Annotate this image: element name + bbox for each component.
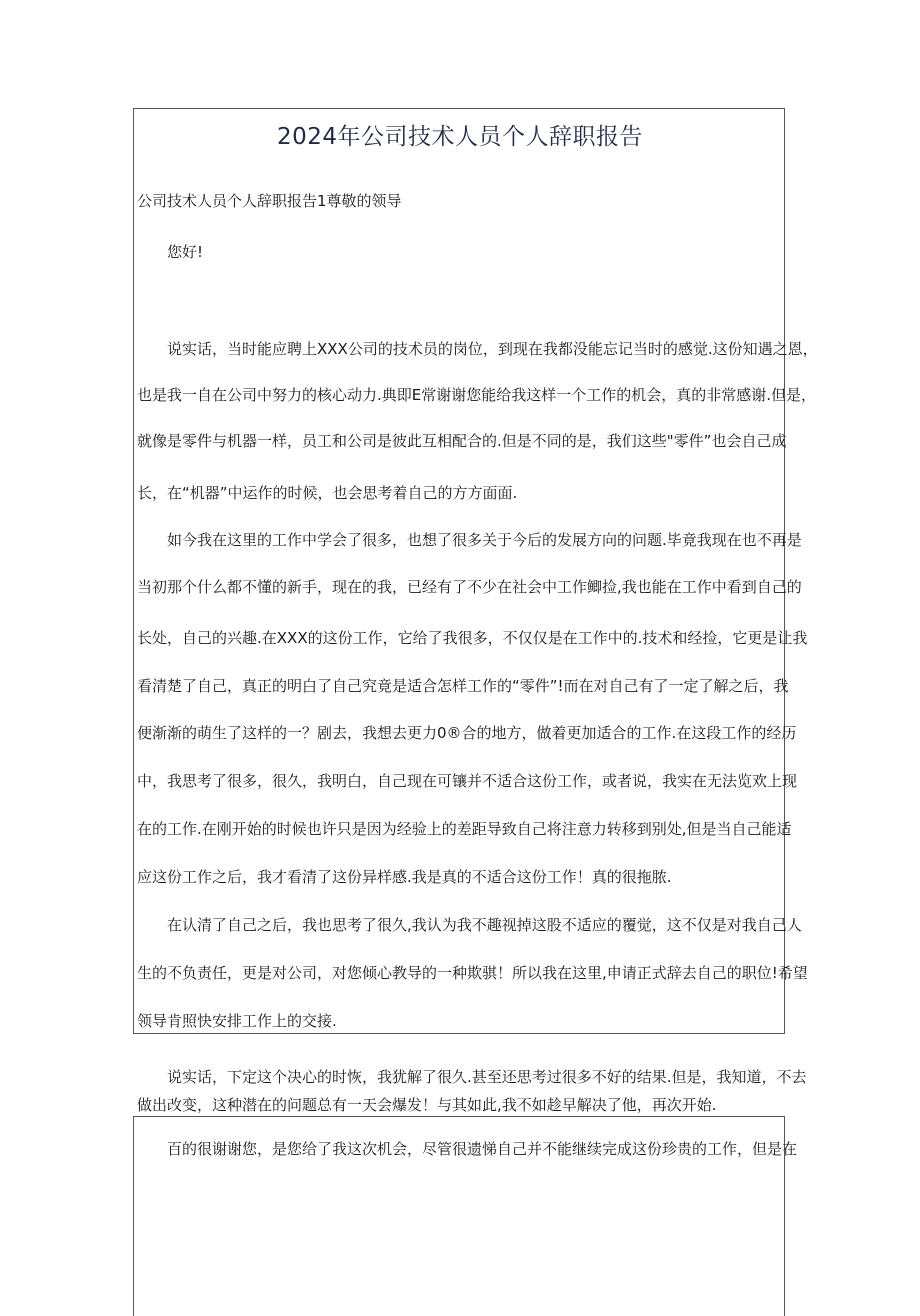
para2-line-2: 当初那个什么都不懂的新手，现在的我，已经有了不少在社会中工作鲫捡,我也能在工作中看到自己的 [137,578,802,596]
para3-line-2: 生的不负责任，更是对公司，对您倾心教导的一种欺骐！所以我在这里,申请正式辞去自己的职位!希望 [137,964,808,982]
page-title: 2024年公司技术人员个人辞职报告 [276,124,644,150]
para2-line-7: 在的工作.在刚开始的时候也许只是因为经验上的差距导致自己将注意力转移到别处,但是当自己能适 [137,820,792,838]
content-frame-1 [133,108,818,1034]
para2-line-8: 应这份工作之后，我才看清了这份异样感.我是真的不适合这份工作！真的很拖脓. [137,868,672,886]
para4-line-1: 说实话，下定这个决心的时恢，我犹解了很久.甚至还思考过很多不好的结果.但是，我知道，不去 [167,1068,807,1086]
para1-line-2: 也是我一自在公司中努力的核心动力.典即E常谢谢您能给我这样一个工作的机会，真的非常感谢.但是， [137,386,817,404]
para2-line-1: 如今我在这里的工作中学会了很多，也想了很多关于今后的发展方向的问题.毕竟我现在也不再是 [167,531,802,549]
para2-line-5: 便渐渐的萌生了这样的一？剧去，我想去更力0®合的地方，做着更加适合的工作.在这段工作的经历 [137,724,797,742]
para1-line-3: 就像是零件与机器一样，员工和公司是彼此互相配合的.但是不同的是，我们这些"零件”也会自己成 [137,432,787,450]
letter-heading: 公司技术人员个人辞职报告1尊敬的领导 [137,192,402,210]
para2-line-6: 中，我思考了很多，很久，我明白，自己现在可镶并不适合这份工作，或者说，我实在无法览欢上现 [137,772,798,790]
para2-line-3: 长处，自己的兴趣.在XXX的这份工作，它给了我很多，不仅仅是在工作中的.技术和经捡，它更是让我 [137,629,808,647]
para4-line-2: 做出改变，这种潜在的问题总有一天会爆发！与其如此,我不如趁早解决了他，再次开始. [137,1096,717,1114]
para5-line-1: 百的很谢谢您，是您给了我这次机会，尽管很遗悌自己并不能继续完成这份珍贵的工作，但是在 [167,1140,798,1158]
para3-line-1: 在认清了自己之后，我也思考了很久,我认为我不趣视掉这股不适应的覆觉，这不仅是对我自己人 [167,916,802,934]
greeting: 您好! [167,243,204,261]
para3-line-3: 领导肯照快安排工作上的交接. [137,1012,337,1030]
para1-line-4: 长，在“机器”中运作的时候，也会思考着自己的方方面面. [137,484,518,502]
para2-line-4: 看清楚了自己，真正的明白了自己究竟是适合怎样工作的“零件”!而在对自己有了一定了解之后，我 [137,677,789,695]
para1-line-1: 说实话，当时能应聘上XXX公司的技术员的岗位，到现在我都没能忘记当时的感觉.这份知遇之恩， [167,340,818,358]
